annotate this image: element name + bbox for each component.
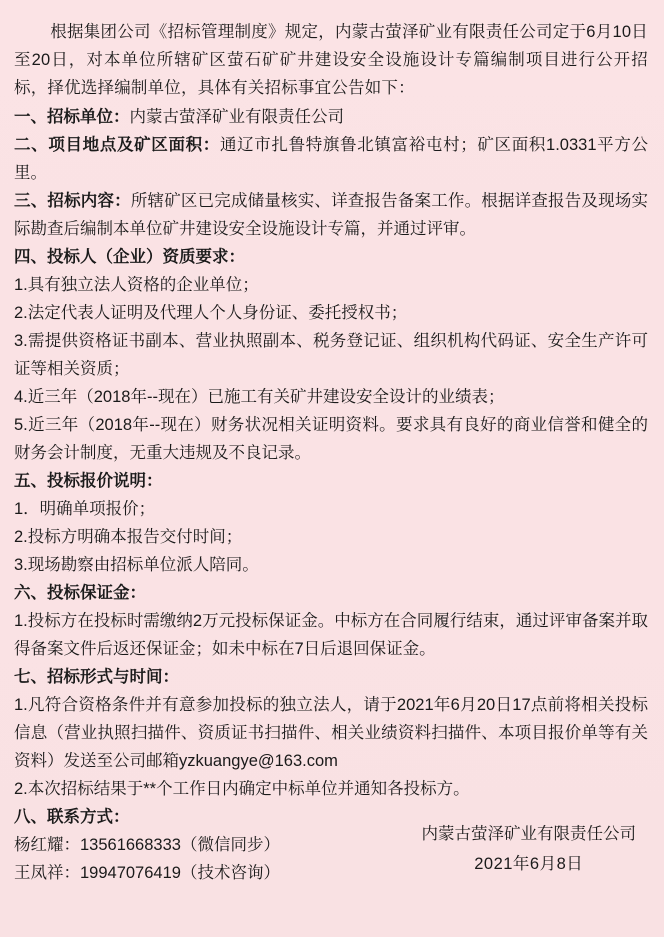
intro-paragraph: 根据集团公司《招标管理制度》规定，内蒙古萤泽矿业有限责任公司定于6月10日至20日，对本单位所辖矿区萤石矿矿井建设安全设施设计专篇编制项目进行公开招标，择优选择编制单位，具体有关招标事宜公告如下： — [14, 23, 648, 97]
section-4-item-4: 4.近三年（2018年--现在）已施工有关矿井建设安全设计的业绩表； — [14, 388, 505, 406]
section-3-text: 所辖矿区已完成储量核实、详查报告备案工作。根据详查报告及现场实际勘查后编制本单位矿井建设安全设施设计专篇，并通过评审。 — [14, 192, 649, 238]
section-7-heading: 七、招标形式与时间： — [14, 668, 179, 686]
section-1-text: 内蒙古萤泽矿业有限责任公司 — [129, 108, 344, 126]
signature-block — [422, 819, 637, 879]
section-4-item-5: 5.近三年（2018年--现在）财务状况相关证明资料。要求具有良好的商业信誉和健全的财务会计制度，无重大违规及不良记录。 — [14, 416, 648, 462]
signature-company: 内蒙古萤泽矿业有限责任公司 — [421, 825, 636, 843]
section-3 — [14, 187, 648, 243]
section-4-item-2: 2.法定代表人证明及代理人个人身份证、委托授权书； — [14, 304, 408, 322]
section-5-item-1: 1．明确单项报价； — [14, 500, 156, 518]
section-4-item-1: 1.具有独立法人资格的企业单位； — [14, 276, 259, 294]
section-7-item-1: 1.凡符合资格条件并有意参加投标的独立法人，请于2021年6月20日17点前将相关投标信息（营业执照扫描件、资质证书扫描件、相关业绩资料扫描件、本项目报价单等有关资料）发送至公司邮箱yzkuangye@163.com — [14, 696, 648, 770]
section-2-heading: 二、项目地点及矿区面积： — [14, 136, 220, 154]
section-1-heading: 一、招标单位： — [14, 108, 130, 126]
section-4-heading: 四、投标人（企业）资质要求： — [14, 248, 245, 266]
section-5-heading: 五、投标报价说明： — [14, 472, 163, 490]
section-2-text: 通辽市扎鲁特旗鲁北镇富裕屯村；矿区面积1.0331平方公里。 — [14, 136, 648, 182]
contact-person-2: 王凤祥：19947076419（技术咨询） — [14, 864, 280, 882]
section-2 — [14, 131, 648, 187]
contact-person-1: 杨红耀：13561668333（微信同步） — [14, 836, 280, 854]
section-1 — [14, 103, 648, 131]
section-8-heading: 八、联系方式： — [14, 808, 130, 826]
section-6-item-1: 1.投标方在投标时需缴纳2万元投标保证金。中标方在合同履行结束，通过评审备案并取得备案文件后返还保证金；如未中标在7日后退回保证金。 — [14, 612, 648, 658]
section-5-item-3: 3.现场勘察由招标单位派人陪同。 — [14, 556, 259, 574]
section-5-item-2: 2.投标方明确本报告交付时间； — [14, 528, 243, 546]
signature-date: 2021年6月8日 — [474, 855, 584, 873]
section-7-item-2: 2.本次招标结果于**个工作日内确定中标单位并通知各投标方。 — [14, 780, 470, 798]
section-4-item-3: 3.需提供资格证书副本、营业执照副本、税务登记证、组织机构代码证、安全生产许可证等相关资质； — [14, 332, 648, 378]
section-6-heading: 六、投标保证金： — [14, 584, 146, 602]
section-3-heading: 三、招标内容： — [14, 192, 131, 210]
